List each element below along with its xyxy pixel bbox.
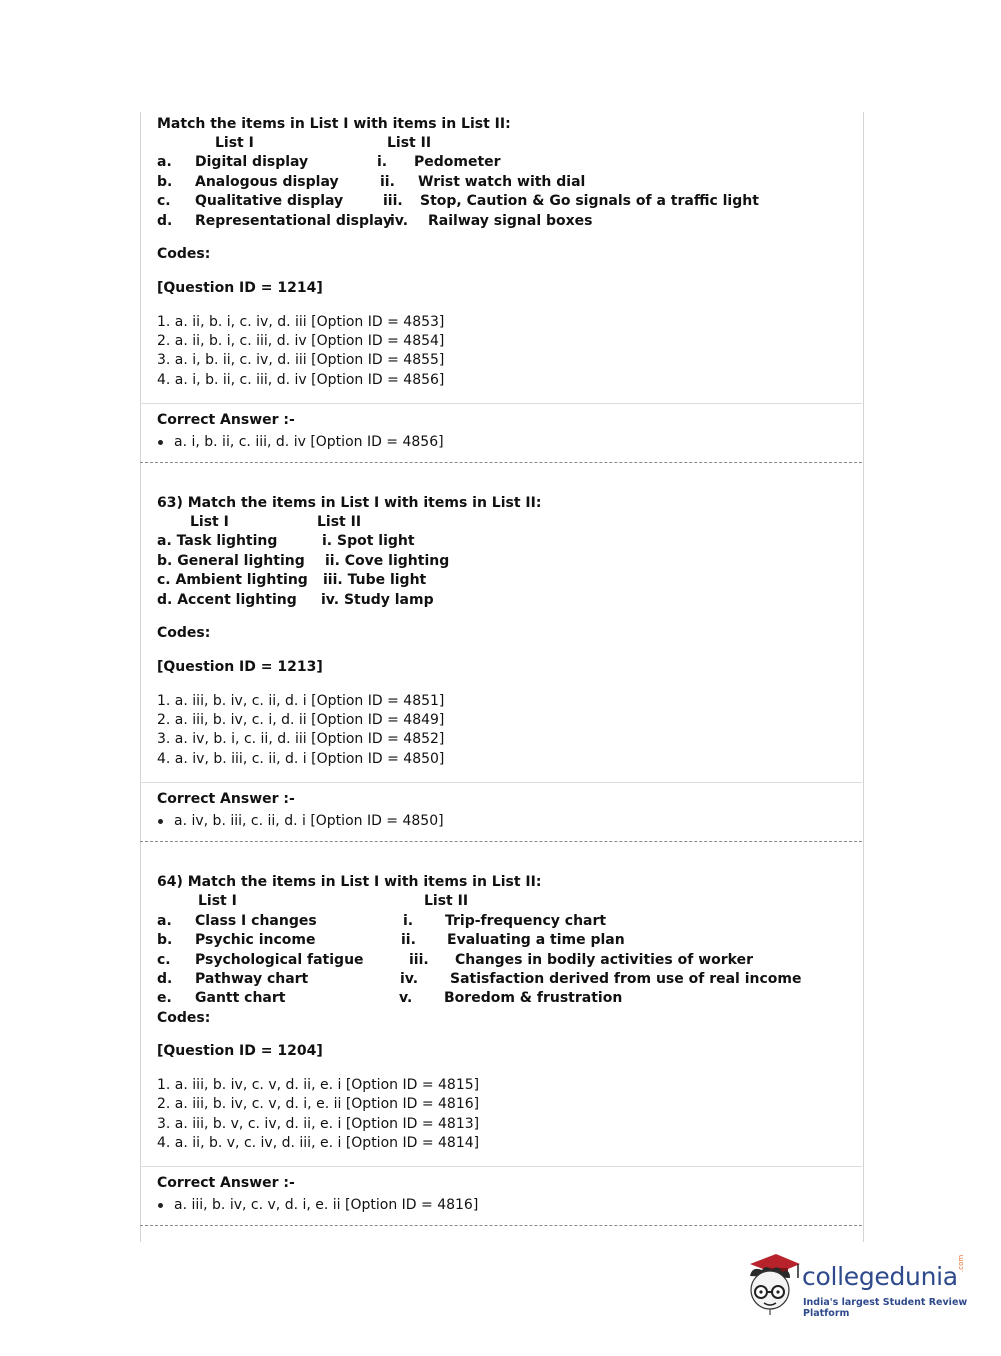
logo-tagline: India's largest Student Review Platform [803, 1297, 968, 1319]
correct-answer-label: Correct Answer :- [157, 1175, 295, 1191]
option-4: 4. a. ii, b. v, c. iv, d. iii, e. i [Option ID = 4814] [157, 1135, 480, 1151]
row-match: Changes in bodily activities of worker [455, 952, 754, 968]
mascot-icon [742, 1250, 802, 1316]
correct-answer: a. i, b. ii, c. iii, d. iv [Option ID = 4856] [174, 434, 444, 450]
list2-header: List II [424, 893, 469, 909]
row-item: a. Task lighting [157, 533, 278, 549]
bullet [158, 440, 163, 445]
option-1: 1. a. ii, b. i, c. iv, d. iii [Option ID = 4853] [157, 314, 445, 330]
option-3: 3. a. i, b. ii, c. iv, d. iii [Option ID = 4855] [157, 352, 445, 368]
row-match: Trip-frequency chart [445, 913, 607, 929]
row-item: Digital display [195, 154, 309, 170]
list2-header: List II [317, 514, 362, 530]
divider [140, 403, 862, 404]
row-numeral: iii. [383, 193, 403, 209]
question-id: [Question ID = 1213] [157, 659, 323, 675]
row-item: b. General lighting [157, 553, 305, 569]
question-heading: 64) Match the items in List I with items in List II: [157, 874, 542, 890]
row-item: d. Accent lighting [157, 592, 297, 608]
option-4: 4. a. i, b. ii, c. iii, d. iv [Option ID = 4856] [157, 372, 445, 388]
question-id: [Question ID = 1214] [157, 280, 323, 296]
option-2: 2. a. iii, b. iv, c. i, d. ii [Option ID = 4849] [157, 712, 445, 728]
row-match: Railway signal boxes [428, 213, 593, 229]
codes-label: Codes: [157, 625, 211, 641]
row-item: Psychic income [195, 932, 316, 948]
list1-header: List I [215, 135, 254, 151]
row-numeral: i. [403, 913, 414, 929]
row-letter: c. [157, 193, 171, 209]
row-letter: d. [157, 213, 173, 229]
row-numeral: iv. [400, 971, 419, 987]
row-match: Boredom & frustration [444, 990, 623, 1006]
option-2: 2. a. iii, b. iv, c. v, d. i, e. ii [Option ID = 4816] [157, 1096, 480, 1112]
logo-wordmark: collegedunia [802, 1262, 958, 1291]
row-match: Satisfaction derived from use of real income [450, 971, 802, 987]
question-heading: Match the items in List I with items in List II: [157, 116, 511, 132]
row-item: Analogous display [195, 174, 339, 190]
row-numeral: ii. [401, 932, 416, 948]
logo-com-suffix: .com [957, 1254, 965, 1272]
bullet [158, 819, 163, 824]
question-id: [Question ID = 1204] [157, 1043, 323, 1059]
row-numeral: ii. [380, 174, 395, 190]
list1-header: List I [190, 514, 229, 530]
row-match: i. Spot light [322, 533, 415, 549]
divider [140, 782, 862, 783]
row-item: Qualitative display [195, 193, 344, 209]
option-4: 4. a. iv, b. iii, c. ii, d. i [Option ID = 4850] [157, 751, 445, 767]
row-letter: a. [157, 913, 172, 929]
question-separator [140, 841, 862, 842]
row-match: iv. Study lamp [321, 592, 434, 608]
correct-answer-label: Correct Answer :- [157, 412, 295, 428]
row-match: Wrist watch with dial [418, 174, 586, 190]
row-match: iii. Tube light [323, 572, 427, 588]
divider [140, 1166, 862, 1167]
correct-answer: a. iv, b. iii, c. ii, d. i [Option ID = 4850] [174, 813, 444, 829]
row-match: Pedometer [414, 154, 501, 170]
question-separator [140, 462, 862, 463]
row-match: Stop, Caution & Go signals of a traffic light [420, 193, 759, 209]
row-letter: b. [157, 932, 173, 948]
option-3: 3. a. iii, b. v, c. iv, d. ii, e. i [Option ID = 4813] [157, 1116, 480, 1132]
row-letter: d. [157, 971, 173, 987]
bullet [158, 1203, 163, 1208]
row-item: Class I changes [195, 913, 317, 929]
row-item: Pathway chart [195, 971, 309, 987]
row-numeral: v. [399, 990, 413, 1006]
row-numeral: iv. [390, 213, 409, 229]
row-numeral: i. [377, 154, 388, 170]
list2-header: List II [387, 135, 432, 151]
question-heading: 63) Match the items in List I with items in List II: [157, 495, 542, 511]
row-item: c. Ambient lighting [157, 572, 308, 588]
row-item: Psychological fatigue [195, 952, 364, 968]
row-match: Evaluating a time plan [447, 932, 625, 948]
option-2: 2. a. ii, b. i, c. iii, d. iv [Option ID = 4854] [157, 333, 445, 349]
row-letter: c. [157, 952, 171, 968]
option-1: 1. a. iii, b. iv, c. v, d. ii, e. i [Option ID = 4815] [157, 1077, 480, 1093]
codes-label: Codes: [157, 246, 211, 262]
row-letter: b. [157, 174, 173, 190]
row-item: Representational display [195, 213, 392, 229]
row-letter: e. [157, 990, 172, 1006]
row-item: Gantt chart [195, 990, 286, 1006]
correct-answer: a. iii, b. iv, c. v, d. i, e. ii [Option ID = 4816] [174, 1197, 479, 1213]
list1-header: List I [198, 893, 237, 909]
option-3: 3. a. iv, b. i, c. ii, d. iii [Option ID = 4852] [157, 731, 445, 747]
option-1: 1. a. iii, b. iv, c. ii, d. i [Option ID = 4851] [157, 693, 445, 709]
row-numeral: iii. [409, 952, 429, 968]
codes-label: Codes: [157, 1010, 211, 1026]
row-letter: a. [157, 154, 172, 170]
correct-answer-label: Correct Answer :- [157, 791, 295, 807]
row-match: ii. Cove lighting [325, 553, 450, 569]
question-separator [140, 1225, 862, 1226]
